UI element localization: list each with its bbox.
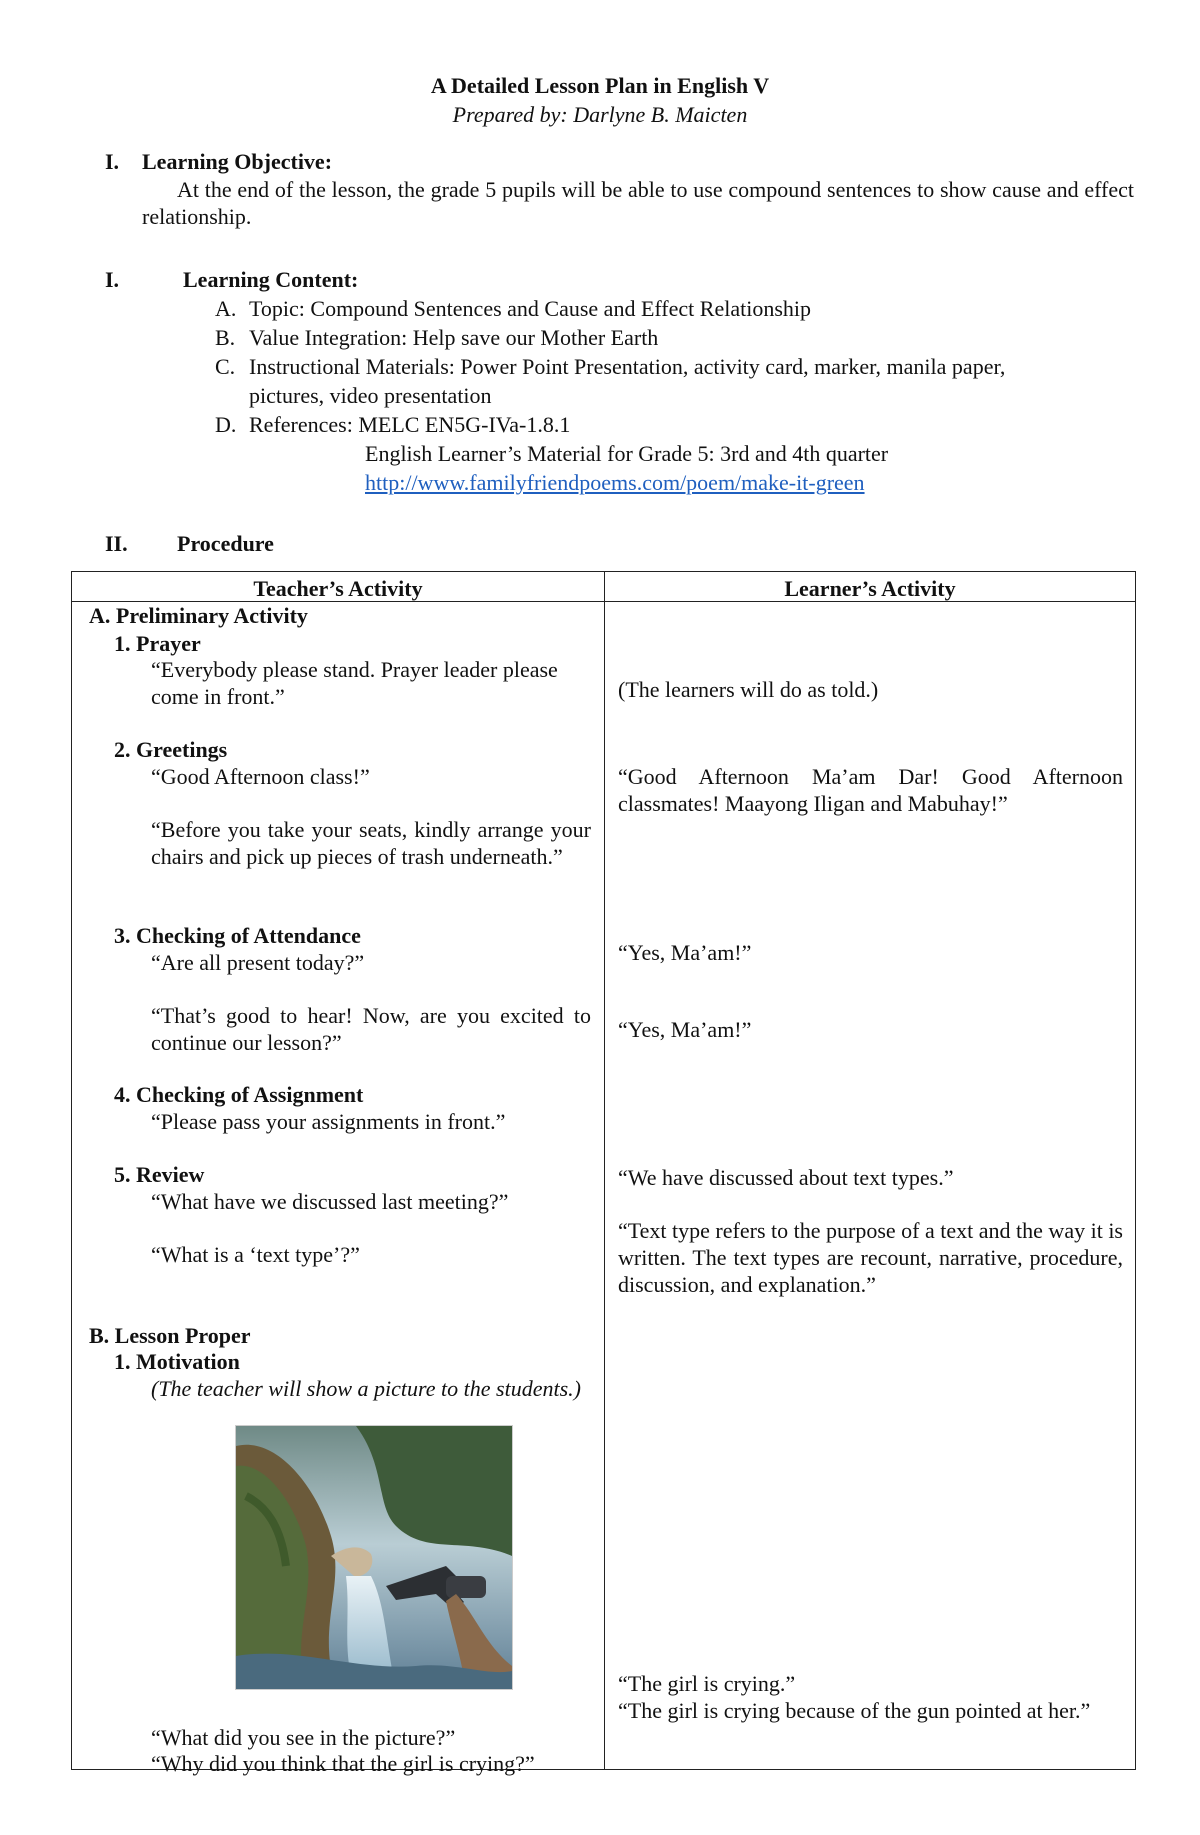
attendance-learner-1: “Yes, Ma’am!” [618, 940, 752, 965]
prayer-teacher-line: “Everybody please stand. Prayer leader please [151, 657, 558, 682]
document-title: A Detailed Lesson Plan in English V [430, 73, 770, 98]
reference-link[interactable]: http://www.familyfriendpoems.com/poem/make-it-green [365, 470, 865, 495]
review-teacher-2: “What is a ‘text type’?” [151, 1242, 360, 1267]
review-learner-1: “We have discussed about text types.” [618, 1165, 954, 1190]
motivation-picture [235, 1425, 513, 1690]
teacher-activity-header: Teacher’s Activity [253, 576, 423, 601]
procedure-table [71, 571, 1136, 1776]
reference-book: English Learner’s Material for Grade 5: 3rd and 4th quarter [365, 441, 889, 466]
content-item-value: Value Integration: Help save our Mother Earth [249, 325, 659, 350]
review-title: 5. Review [114, 1162, 205, 1187]
greetings-learner: “Good Afternoon Ma’am Dar! Good Afternoon classmates! Maayong Iligan and Mabuhay!” [618, 764, 1123, 816]
objective-heading: Learning Objective: [142, 149, 333, 174]
earth-crying-girl-image [236, 1426, 512, 1689]
assignment-teacher: “Please pass your assignments in front.” [151, 1109, 506, 1134]
assignment-title: 4. Checking of Assignment [114, 1082, 364, 1107]
motivation-learner-2: “The girl is crying because of the gun pointed at her.” [618, 1698, 1091, 1723]
content-item-topic: Topic: Compound Sentences and Cause and Effect Relationship [249, 296, 811, 321]
prayer-teacher-line: come in front.” [151, 684, 285, 709]
motivation-teacher-2: “Why did you think that the girl is crying?” [151, 1751, 535, 1776]
content-item-letter: D. [215, 412, 237, 437]
motivation-instruction: (The teacher will show a picture to the students.) [151, 1376, 581, 1401]
objective-numeral: I. [105, 149, 120, 174]
procedure-heading: Procedure [177, 531, 274, 556]
prayer-learner: (The learners will do as told.) [618, 677, 879, 702]
section-lesson-proper: B. Lesson Proper [89, 1323, 251, 1348]
content-item-references: References: MELC EN5G-IVa-1.8.1 [249, 412, 571, 437]
greetings-teacher-1: “Good Afternoon class!” [151, 764, 370, 789]
review-teacher-1: “What have we discussed last meeting?” [151, 1189, 509, 1214]
content-heading: Learning Content: [183, 267, 359, 292]
motivation-teacher-1: “What did you see in the picture?” [151, 1725, 456, 1750]
learner-activity-header: Learner’s Activity [784, 576, 956, 601]
content-numeral: I. [105, 267, 120, 292]
content-item-letter: C. [215, 354, 236, 379]
attendance-learner-2: “Yes, Ma’am!” [618, 1017, 752, 1042]
greetings-title: 2. Greetings [114, 737, 228, 762]
objective-text: At the end of the lesson, the grade 5 pupils will be able to use compound sentences to show cause and effect relationship. [142, 177, 1134, 229]
procedure-numeral: II. [105, 531, 128, 556]
motivation-title: 1. Motivation [114, 1349, 240, 1374]
greetings-teacher-2: “Before you take your seats, kindly arrange your chairs and pick up pieces of trash underneath.” [151, 817, 591, 869]
prayer-title: 1. Prayer [114, 631, 201, 656]
content-item-letter: B. [215, 325, 236, 350]
attendance-teacher-1: “Are all present today?” [151, 950, 365, 975]
column-divider [604, 572, 605, 1769]
content-item-materials: Instructional Materials: Power Point Presentation, activity card, marker, manila paper, [249, 354, 1006, 379]
content-item-materials-cont: pictures, video presentation [249, 383, 492, 408]
content-item-letter: A. [215, 296, 237, 321]
section-preliminary-activity: A. Preliminary Activity [89, 603, 308, 628]
review-learner-2: “Text type refers to the purpose of a text and the way it is written. The text types are recount, narrative, procedure, discussion, and explanation.” [618, 1218, 1123, 1297]
attendance-title: 3. Checking of Attendance [114, 923, 361, 948]
prepared-by: Prepared by: Darlyne B. Maicten [452, 102, 748, 127]
motivation-learner-1: “The girl is crying.” [618, 1671, 796, 1696]
attendance-teacher-2: “That’s good to hear! Now, are you excited to continue our lesson?” [151, 1003, 591, 1055]
